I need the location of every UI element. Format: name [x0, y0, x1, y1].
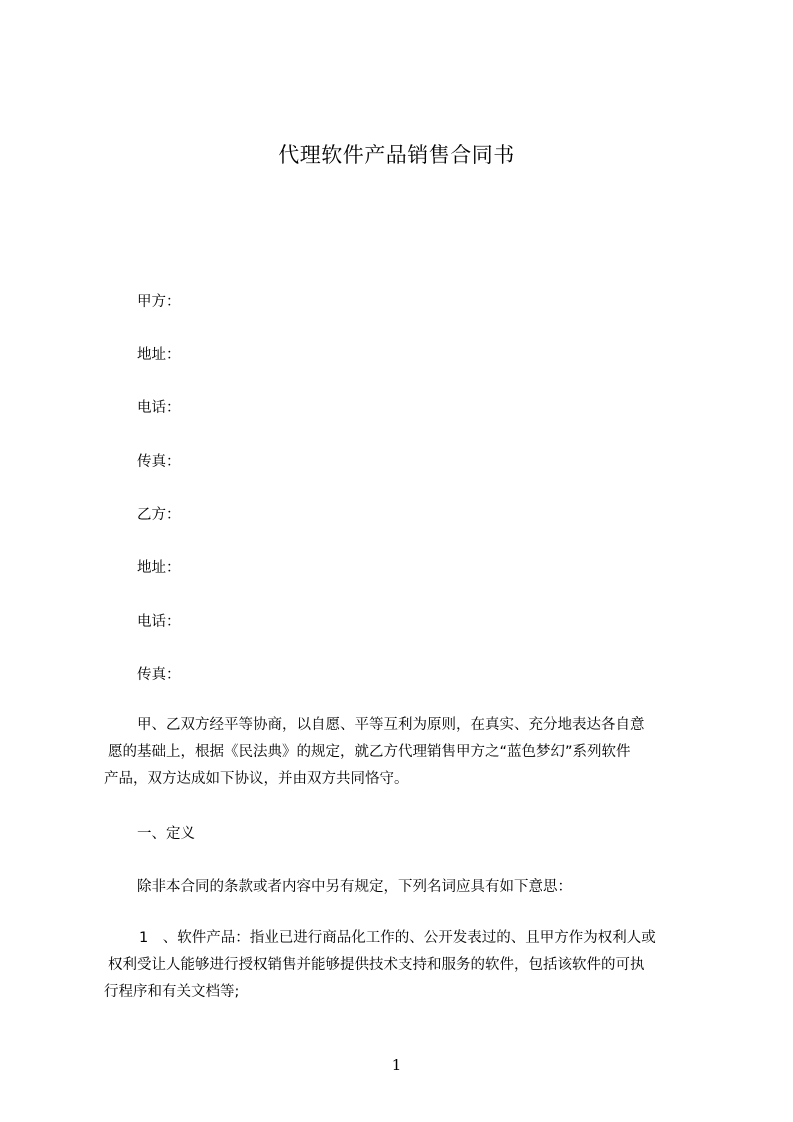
party-a-address: 地址： [137, 347, 181, 363]
intro-line: 愿的基础上，根据《民法典》的规定，就乙方代理销售甲方之“蓝色梦幻”系列软件 [108, 744, 631, 760]
party-a-phone: 电话： [137, 400, 181, 416]
document-title: 代理软件产品销售合同书 [278, 143, 515, 167]
page-number: 1 [391, 1056, 402, 1074]
section-heading-definitions: 一、定义 [137, 826, 195, 842]
clause-1-paragraph [104, 925, 694, 1006]
party-b-phone: 电话： [137, 614, 181, 630]
party-b-address: 地址： [137, 560, 181, 576]
intro-line: 产品，双方达成如下协议，并由双方共同恪守。 [104, 771, 409, 787]
party-b-fax: 传真： [137, 667, 181, 683]
definition-intro: 除非本合同的条款或者内容中另有规定，下列名词应具有如下意思： [137, 879, 572, 895]
intro-paragraph [104, 712, 694, 793]
party-b-label: 乙方： [137, 507, 181, 523]
clause-line: 权利受让人能够进行授权销售并能够提供技术支持和服务的软件，包括该软件的可执 [108, 957, 645, 973]
party-a-fax: 传真： [137, 454, 181, 470]
party-a-label: 甲方： [137, 294, 181, 310]
clause-line: 行程序和有关文档等; [104, 984, 240, 1000]
clause-line: 1 、软件产品：指业已进行商品化工作的、公开发表过的、且甲方作为权利人或 [139, 930, 656, 946]
intro-line: 甲、乙双方经平等协商，以自愿、平等互利为原则，在真实、充分地表达各自意 [137, 717, 645, 733]
